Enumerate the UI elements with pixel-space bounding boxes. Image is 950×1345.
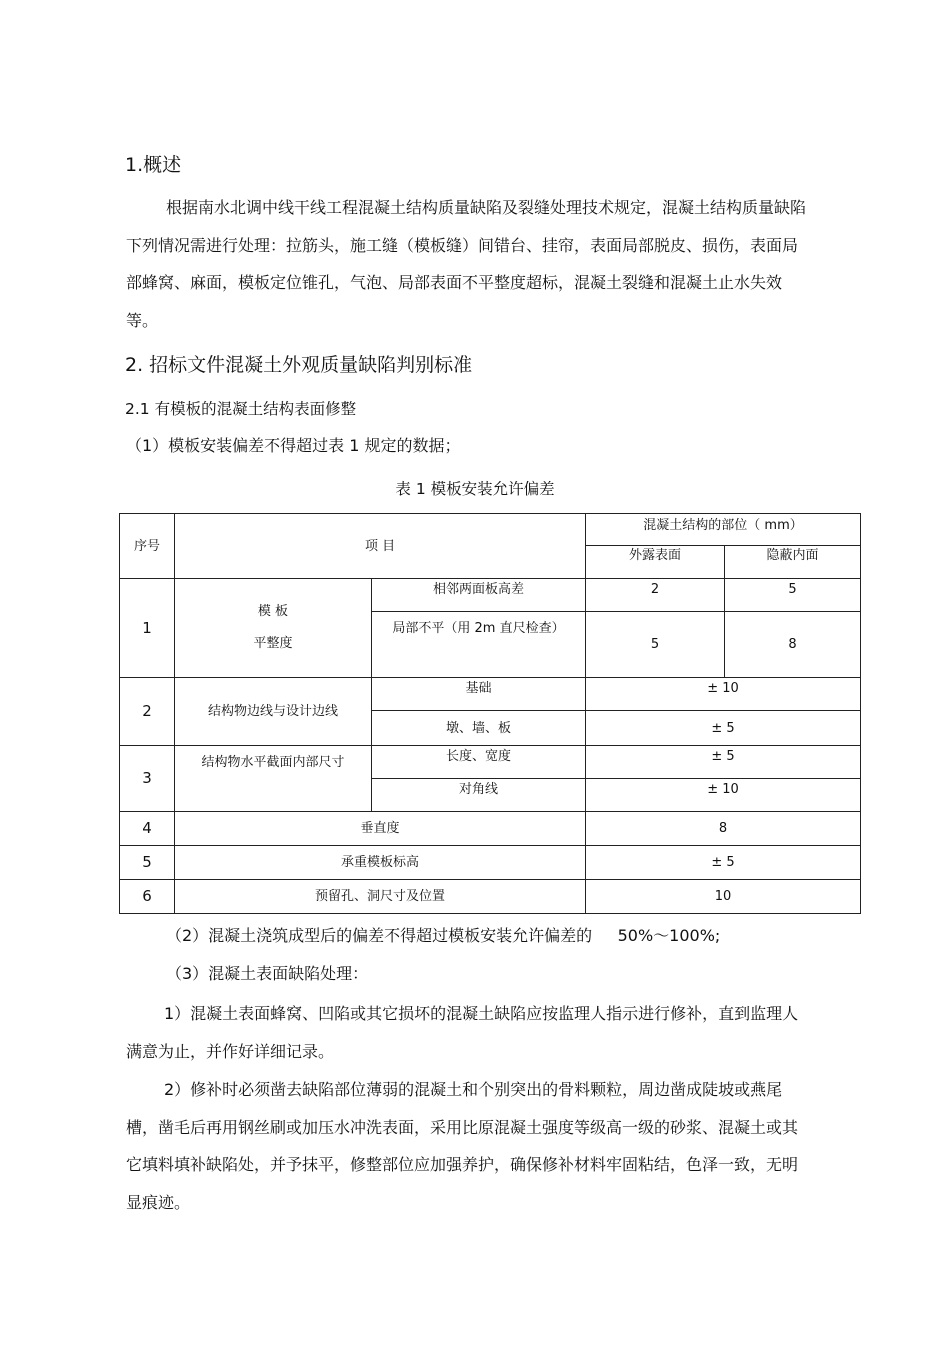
table-row [120,811,861,845]
item-2: （2）混凝土浇筑成型后的偏差不得超过模板安装允许偏差的 50%～100%; [166,926,721,945]
table-row [120,845,861,879]
row-subitem: 对角线 [372,778,586,811]
row-value: ± 5 [586,711,861,745]
row-subitem: 墩、墙、板 [372,711,586,745]
row-item: 结构物水平截面内部尺寸 [175,745,372,811]
header-exposed: 外露表面 [586,546,725,579]
row-no: 4 [120,811,175,845]
table-row [120,879,861,913]
table-row [120,678,861,711]
row-no: 5 [120,845,175,879]
row-subitem: 局部不平（用 2m 直尺检查） [372,612,586,678]
row-subitem: 基础 [372,678,586,711]
row-item: 承重模板标高 [175,845,586,879]
section-2-title: 2. 招标文件混凝土外观质量缺陷判别标准 [125,354,473,376]
row-no: 3 [120,745,175,811]
row-value: 8 [586,811,861,845]
row-value: ± 5 [586,845,861,879]
table-row [120,745,861,778]
header-hidden: 隐蔽内面 [725,546,861,579]
row-value-hidden: 8 [725,612,861,678]
row-subitem: 相邻两面板高差 [372,579,586,612]
row-no: 6 [120,879,175,913]
item-3-2: 2）修补时必须凿去缺陷部位薄弱的混凝土和个别突出的骨料颗粒，周边凿成陡坡或燕尾槽，凿毛后再用钢丝刷或加压水冲洗表面，采用比原混凝土强度等级高一级的砂浆、混凝土或其它填料填补缺陷处，并予抹平，修整部位应加强养护，确保修补材料牢固粘结，色泽一致，无明显痕迹。 [126,1080,799,1212]
table-header-row [120,514,861,546]
section-1-body: 根据南水北调中线干线工程混凝土结构质量缺陷及裂缝处理技术规定，混凝土结构质量缺陷下列情况需进行处理：拉筋头，施工缝（模板缝）间错台、挂帘，表面局部脱皮、损伤，表面局部蜂窝、麻面，模板定位锥孔，气泡、局部表面不平整度超标，混凝土裂缝和混凝土止水失效等。 [126,198,807,330]
item-1: （1）模板安装偏差不得超过表 1 规定的数据； [126,436,461,455]
header-position: 混凝土结构的部位（ mm） [586,514,861,546]
section-2-1-title: 2.1 有模板的混凝土结构表面修整 [125,400,357,418]
section-1-title: 1.概述 [125,154,182,176]
header-no: 序号 [120,514,175,579]
row-value: ± 10 [586,778,861,811]
row-no: 1 [120,579,175,678]
row-item: 预留孔、洞尺寸及位置 [175,879,586,913]
item-3: （3）混凝土表面缺陷处理： [166,964,369,983]
row-subitem: 长度、宽度 [372,745,586,778]
item-3-1: 1）混凝土表面蜂窝、凹陷或其它损坏的混凝土缺陷应按监理人指示进行修补，直到监理人满意为止，并作好详细记录。 [126,1004,799,1061]
row-no: 2 [120,678,175,745]
row-item: 模 板 平整度 [175,579,372,678]
row-value-exposed: 2 [586,579,725,612]
row-value: ± 5 [586,745,861,778]
row-value: 10 [586,879,861,913]
table-caption: 表 1 模板安装允许偏差 [395,480,555,498]
row-item: 结构物边线与设计边线 [175,678,372,745]
row-value-hidden: 5 [725,579,861,612]
row-value: ± 10 [586,678,861,711]
row-item: 垂直度 [175,811,586,845]
row-value-exposed: 5 [586,612,725,678]
header-item: 项 目 [175,514,586,579]
tolerance-table [119,513,861,914]
table-row [120,579,861,612]
